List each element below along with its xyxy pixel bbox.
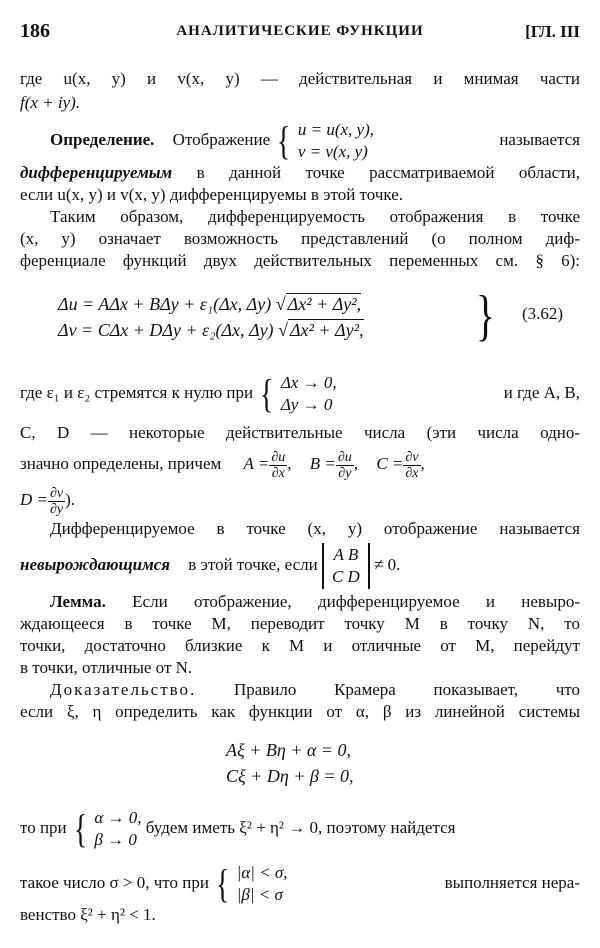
definition-label: Определение.: [50, 130, 155, 149]
equation-2: Δv = CΔx + DΔy + ε₂(Δx, Δy) √ Δx² + Δy²,: [58, 320, 364, 340]
linear-equation: Cξ + Dη + β = 0,: [226, 766, 354, 786]
system-row: β → 0: [94, 830, 137, 850]
brace-symbol: {: [216, 861, 230, 907]
text-span: в этой точке, если: [188, 555, 318, 574]
text-line: точки, достаточно близкие к M и отличные от M, перейдут: [20, 636, 580, 655]
fraction: $\frac{\partial u}{\partial x}$: [271, 449, 286, 481]
equation-root: Δx² + Δy²,: [287, 294, 362, 314]
coef-a: A =: [243, 454, 270, 473]
term-differentiable: дифференцируемым: [20, 163, 173, 182]
equation-1: Δu = AΔx + BΔy + ε₁(Δx, Δy) √ Δx² + Δy²,: [58, 294, 362, 314]
brace-symbol: {: [277, 118, 291, 164]
brace-symbol: }: [476, 285, 495, 347]
coef-c: C =: [376, 454, 404, 473]
lemma-label: Лемма.: [50, 592, 106, 611]
text-line: [20, 368, 580, 418]
text-line: [20, 858, 580, 908]
fraction: $\frac{\partial u}{\partial y}$: [337, 449, 352, 481]
system-row: α → 0,: [94, 808, 142, 828]
bound-system: [237, 862, 288, 906]
fraction: $\frac{\partial v}{\partial y}$: [50, 485, 64, 517]
text-line: f(x + iy).: [20, 93, 81, 112]
text-line: где u(x, y) и v(x, y) — действительная и мнимая части: [20, 69, 580, 88]
text-line: если ξ, η определить как функции от α, β из линейной системы: [20, 702, 580, 721]
limit-system: [281, 372, 337, 416]
text-line: Дифференцируемое в точке (x, y) отображение называется: [50, 519, 580, 538]
equation-main: Δv = CΔx + DΔy + ε₂(Δx, Δy): [58, 320, 274, 340]
chapter-marker: [ГЛ. III: [525, 22, 580, 41]
text-span: и где A, B,: [503, 383, 580, 402]
text-line: в точки, отличные от N.: [20, 658, 193, 677]
text-line: ференциале функций двух действительных переменных см. § 6):: [20, 251, 580, 270]
text-line: венство ξ² + η² < 1.: [20, 905, 156, 924]
text-span: Отображение: [172, 130, 271, 149]
system-row: |α| < σ,: [236, 863, 288, 883]
text-span: где ε₁ и ε₂ стремятся к нулю при: [20, 383, 254, 402]
text-line: если u(x, y) и v(x, y) дифференцируемы в этой точке.: [20, 185, 403, 204]
text-span: ≠ 0.: [374, 555, 401, 574]
text-line: [20, 540, 580, 590]
determinant-row: A B: [333, 545, 359, 565]
equation-root: Δx² + Δy²,: [289, 320, 364, 340]
text-span: ).: [65, 490, 76, 509]
equation-number: (3.62): [522, 304, 564, 323]
text-span: Правило Крамера показывает, что: [233, 680, 580, 699]
text-span: то при: [20, 818, 67, 837]
text-span: такое число σ > 0, что при: [20, 873, 209, 892]
determinant-row: C D: [331, 567, 360, 587]
text-span: называется: [499, 130, 580, 149]
brace-symbol: {: [260, 371, 274, 417]
text-line: ждающееся в точке M, переводит точку M в точку N, то: [20, 614, 580, 633]
system-row: Δy → 0: [280, 395, 333, 415]
text-span: выполняется нера-: [444, 873, 580, 892]
text-line: значно определены, причем A = $\frac{\partial u}{\partial x}$ , B = $\frac{\partial u}{\partial y}$ , C = $\frac{\partial v}{\partial x}$ ,: [20, 449, 425, 481]
term-nondegenerate: невырождающимся: [20, 555, 171, 574]
brace-symbol: {: [73, 806, 88, 852]
text-line: [20, 591, 580, 613]
coef-b: B =: [309, 454, 336, 473]
system-row: |β| < σ: [236, 885, 283, 905]
text-line: [20, 480, 580, 520]
system-row: v = v(x, y): [297, 142, 368, 162]
text-span: будем иметь ξ² + η² → 0, поэтому найдется: [145, 818, 456, 837]
system-row: Δx → 0,: [280, 373, 337, 393]
fraction: $\frac{\partial v}{\partial x}$: [405, 449, 419, 481]
page-header: [20, 20, 580, 44]
text-span: в данной точке рассматриваемой области,: [196, 163, 581, 182]
text-line: [20, 162, 580, 184]
determinant: [322, 543, 370, 589]
running-title: АНАЛИТИЧЕСКИЕ ФУНКЦИИ: [176, 23, 424, 39]
definition-line: [20, 115, 580, 165]
text-line: C, D — некоторые действительные числа (эти числа одно-: [20, 423, 580, 442]
limit-system: [94, 807, 141, 851]
page-number: 186: [20, 20, 50, 42]
text-line: Таким образом, дифференцируемость отображения в точке: [50, 207, 580, 226]
system-row: u = u(x, y),: [297, 120, 374, 140]
linear-equation: Aξ + Bη + α = 0,: [226, 740, 352, 760]
text-span: значно определены, причем: [20, 454, 222, 473]
proof-label: Доказательство.: [50, 680, 197, 699]
text-line: (x, y) означает возможность представлений (о полном диф-: [20, 229, 580, 248]
mapping-system: [298, 119, 374, 163]
coef-d: D =: [20, 490, 48, 509]
equation-main: Δu = AΔx + BΔy + ε₁(Δx, Δy): [58, 294, 272, 314]
text-line: [20, 803, 580, 853]
text-span: Если отображение, дифференцируемое и невыро-: [132, 592, 581, 611]
text-line: [20, 679, 580, 701]
